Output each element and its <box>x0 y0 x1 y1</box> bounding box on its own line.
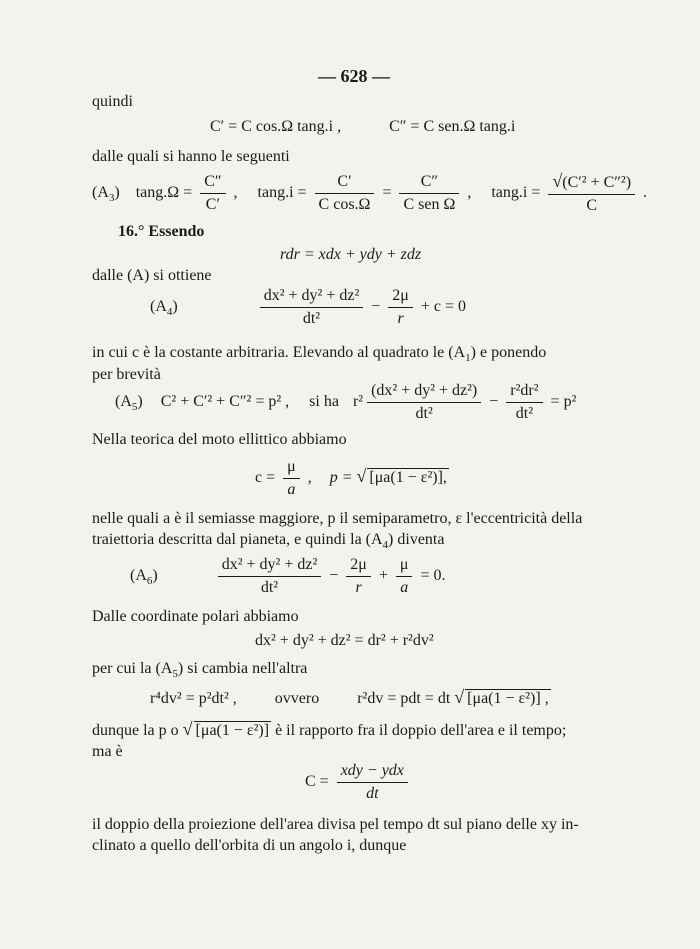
equation-a3 <box>92 172 647 215</box>
eq-cfrac-lhs: C = <box>305 773 329 791</box>
eq-a3-t2-lhs: tang.i = <box>257 184 307 202</box>
eq-a3-end: . <box>643 184 648 202</box>
eq-a3-frac4: $\frac{\text{√(C′² + C″²)}}{C}$ <box>548 172 635 215</box>
eq-a5-rest: = p² <box>550 393 577 411</box>
radical-icon: √ <box>552 171 563 191</box>
equation-c-mu <box>255 458 449 499</box>
equation-c-prime <box>210 117 515 137</box>
radical-icon: √ <box>182 719 193 739</box>
eq-a6-plus: + <box>378 567 388 585</box>
equation-polar: dx² + dy² + dz² = dr² + r²dv² <box>255 632 434 649</box>
eq-a3-label: $(A_3)$ <box>92 184 120 205</box>
section-16-title: 16.° Essendo <box>118 223 205 240</box>
eq-a6-frac2: $\frac{2\mu}{r}$ <box>346 556 371 597</box>
eq-a5-si-ha: si ha <box>309 393 339 411</box>
text-dalle-a: dalle (A) si ottiene <box>92 267 212 284</box>
eq-a5-frac2: $\frac{\text{r²dr²}}{\text{dt²}}$ <box>506 382 542 423</box>
text-per-cui: per cui la $(A_5)$ si cambia nell'altra <box>92 660 308 681</box>
eq-r4-left: r⁴dv² = p²dt² , <box>150 690 237 707</box>
eq-a6-frac1: $\frac{\text{dx² + dy² + dz²}}{\text{dt²}}$ <box>218 556 322 597</box>
eq-r4-radicand: [μa(1 − ε²)] , <box>467 690 549 707</box>
eq-c-right: C″ = C sen.Ω tang.i <box>389 118 516 135</box>
text-in-cui: in cui c è la costante arbitraria. Elevando al quadrato le $(A_1)$ e ponendo <box>92 344 547 365</box>
text-quindi: quindi <box>92 93 133 110</box>
eq-a5-frac1: $\frac{\text{(dx² + dy² + dz²)}}{\text{dt²}}$ <box>367 382 481 423</box>
equation-a4 <box>150 287 466 328</box>
eq-cfrac-frac: xdy − ydx dt <box>337 762 408 803</box>
eq-a6-rest: = 0. <box>420 567 446 585</box>
eq-a3-frac1: $\frac{C''}{C'}$ <box>200 173 225 214</box>
text-il-doppio-1: il doppio della proiezione dell'area divisa pel tempo dt sul piano delle xy in- <box>92 816 579 833</box>
text-per-brevita: per brevità <box>92 366 161 383</box>
eq-a4-label: $(A_4)$ <box>150 298 178 319</box>
text-il-doppio-2: clinato a quello dell'orbita di un angolo i, dunque <box>92 837 407 854</box>
eq-a4-frac2: $\frac{2\mu}{r}$ <box>388 287 413 328</box>
eq-r4-right: r²dv = pdt = dt <box>357 690 451 707</box>
eq-a6-frac3: $\frac{\mu}{a}$ <box>396 556 413 597</box>
text-nelle-quali-2: traiettoria descritta dal pianeta, e quindi la $(A_4)$ diventa <box>92 531 445 552</box>
text-dalle-coordinate: Dalle coordinate polari abbiamo <box>92 608 299 625</box>
eq-a4-frac1: $\frac{\text{dx² + dy² + dz²}}{\text{dt²}}$ <box>260 287 364 328</box>
eq-a3-t3-lhs: tang.i = <box>491 184 541 202</box>
eq-a3-equals: = <box>382 184 392 202</box>
radical-icon: √ <box>454 687 465 707</box>
eq-a4-rest: + c = 0 <box>420 298 467 316</box>
equation-c-frac <box>305 762 412 803</box>
eq-p-radicand: [μa(1 − ε²)], <box>369 469 447 487</box>
text-dunque-1: dunque la p o √ [μa(1 − ε²)] è il rapporto fra il doppio dell'area e il tempo; <box>92 719 567 739</box>
eq-c-frac: $\frac{\mu}{a}$ <box>283 458 300 499</box>
eq-a4-minus: − <box>371 298 381 316</box>
text-dalle-quali: dalle quali si hanno le seguenti <box>92 148 290 165</box>
eq-c-comma: , <box>307 469 312 487</box>
eq-a3-t1-lhs: tang.Ω = <box>135 184 193 202</box>
equation-rdr: rdr = xdx + ydy + zdz <box>280 246 422 263</box>
eq-a5-label: $(A_5)$ <box>115 393 143 414</box>
text-ma-e: ma è <box>92 743 123 760</box>
equation-a5 <box>115 382 576 423</box>
eq-a5-lhs: C² + C′² + C″² = p² , <box>160 393 290 411</box>
eq-r4-ovvero: ovvero <box>274 690 320 707</box>
text-nella-teorica: Nella teorica del moto ellittico abbiamo <box>92 431 347 448</box>
page-number: — 628 — <box>318 66 390 86</box>
eq-a5-minus: − <box>489 393 499 411</box>
eq-a6-minus: − <box>329 567 339 585</box>
equation-r4 <box>150 687 551 709</box>
text-nelle-quali-1: nelle quali a è il semiasse maggiore, p il semiparametro, ε l'eccentricità della <box>92 510 583 527</box>
eq-c-lhs: c = <box>255 469 276 487</box>
eq-a3-comma1: , <box>233 184 238 202</box>
eq-a3-frac3: C″ C sen Ω <box>399 173 459 214</box>
equation-a6 <box>130 556 446 597</box>
eq-a3-frac2: $\frac{C'}{\text{C cos.Ω}}$ <box>315 173 375 214</box>
eq-a6-label: $(A_6)$ <box>130 567 158 588</box>
eq-c-left: C′ = C cos.Ω tang.i , <box>210 118 342 135</box>
eq-a5-pre: r² <box>352 393 364 411</box>
eq-p-lhs: p = <box>329 469 353 487</box>
eq-a3-comma2: , <box>467 184 472 202</box>
radical-icon: √ <box>356 466 367 487</box>
